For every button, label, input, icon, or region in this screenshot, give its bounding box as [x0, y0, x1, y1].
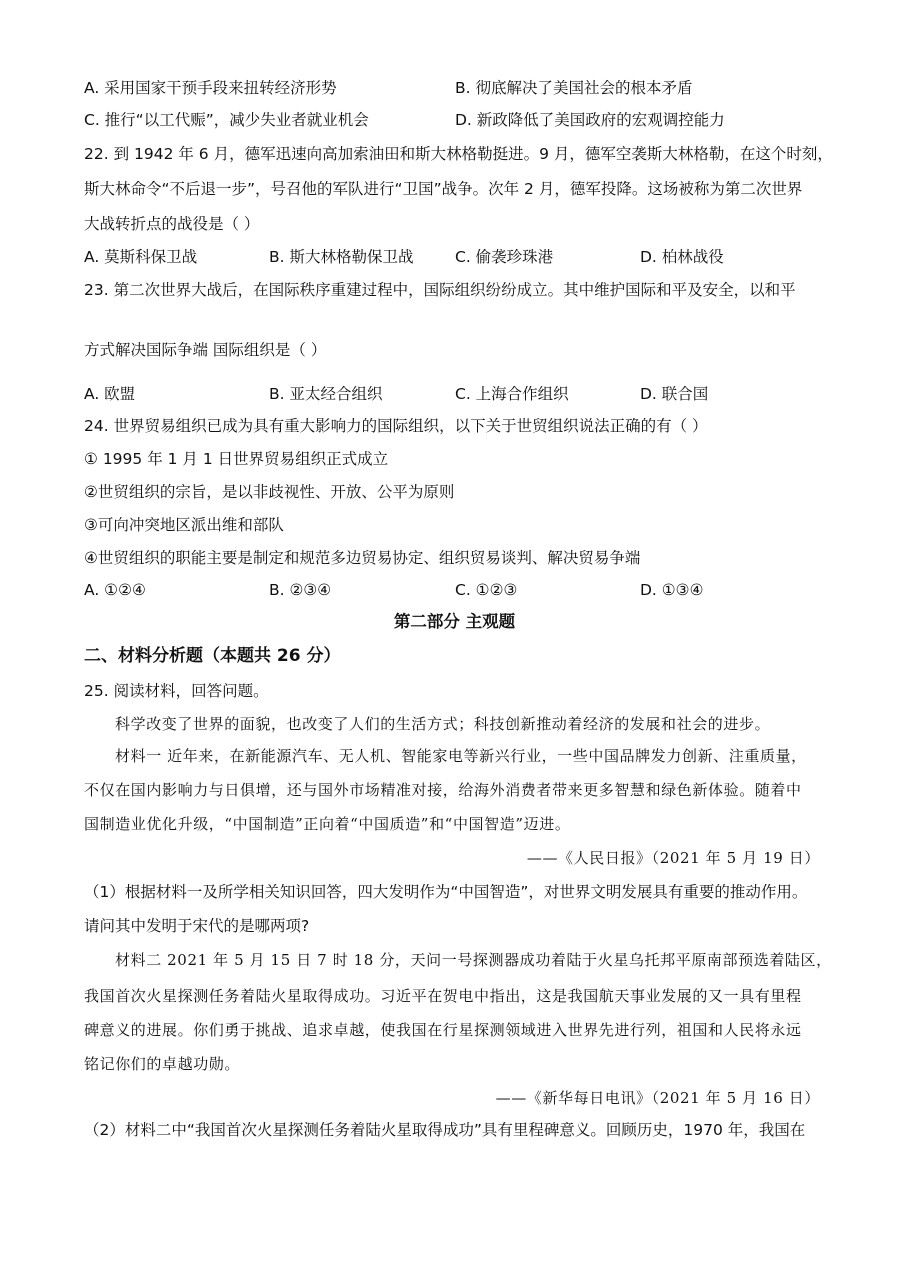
material-two-line1: 材料二 2021 年 5 月 15 日 7 时 18 分，天问一号探测器成功着陆于火星乌托邦平原南部预选着陆区， — [115, 951, 832, 969]
subquestion-1-line1: （1）根据材料一及所学相关知识回答，四大发明作为“中国智造”，对世界文明发展具有重要的推动作用。 — [84, 883, 808, 901]
q24-item-3: ③可向冲突地区派出维和部队 — [84, 516, 284, 534]
q22-stem-line1: 22. 到 1942 年 6 月，德军迅速向高加索油田和斯大林格勒挺进。9 月，德军空袭斯大林格勒，在这个时刻， — [84, 145, 833, 163]
q21-option-c: C. 推行“以工代赈”，减少失业者就业机会 — [84, 111, 369, 129]
q24-item-2: ②世贸组织的宗旨，是以非歧视性、开放、公平为原则 — [84, 483, 455, 501]
material-one-line2: 不仅在国内影响力与日俱增，还与国外市场精准对接，给海外消费者带来更多智慧和绿色新体验。随着中 — [84, 781, 802, 799]
q23-option-c: C. 上海合作组织 — [455, 385, 569, 403]
q24-stem: 24. 世界贸易组织已成为具有重大影响力的国际组织，以下关于世贸组织说法正确的有（ ） — [84, 417, 708, 435]
q24-option-a: A. ①②④ — [84, 581, 146, 599]
q23-option-a: A. 欧盟 — [84, 385, 136, 403]
material-two-line3: 碑意义的进展。你们勇于挑战、追求卓越，使我国在行星探测领域进入世界先进行列，祖国和人民将永远 — [84, 1021, 802, 1039]
q24-option-d: D. ①③④ — [640, 581, 704, 599]
q22-option-a: A. 莫斯科保卫战 — [84, 248, 198, 266]
q23-stem-line1: 23. 第二次世界大战后，在国际秩序重建过程中，国际组织纷纷成立。其中维护国际和平及安全，以和平 — [84, 281, 796, 299]
subquestion-2-line1: （2）材料二中“我国首次火星探测任务着陆火星取得成功”具有里程碑意义。回顾历史，1970 年，我国在 — [84, 1121, 806, 1139]
material-two-line2: 我国首次火星探测任务着陆火星取得成功。习近平在贺电中指出，这是我国航天事业发展的又一具有里程 — [84, 987, 802, 1005]
material-one-source: ——《人民日报》（2021 年 5 月 19 日） — [526, 849, 820, 867]
q24-item-1: ① 1995 年 1 月 1 日世界贸易组织正式成立 — [84, 450, 389, 468]
q22-option-b: B. 斯大林格勒保卫战 — [269, 248, 414, 266]
q22-option-c: C. 偷袭珍珠港 — [455, 248, 554, 266]
section-heading: 二、材料分析题（本题共 26 分） — [84, 646, 341, 666]
q22-stem-line3: 大战转折点的战役是（ ） — [84, 215, 260, 233]
q25-intro: 25. 阅读材料，回答问题。 — [84, 682, 269, 700]
q21-option-a: A. 采用国家干预手段来扭转经济形势 — [84, 79, 337, 97]
q22-option-d: D. 柏林战役 — [640, 248, 724, 266]
q21-option-b: B. 彻底解决了美国社会的根本矛盾 — [455, 79, 693, 97]
q25-lead-text: 科学改变了世界的面貌，也改变了人们的生活方式；科技创新推动着经济的发展和社会的进步。 — [115, 715, 771, 733]
q24-option-c: C. ①②③ — [455, 581, 518, 599]
material-two-line4: 铭记你们的卓越功勋。 — [84, 1055, 241, 1073]
material-two-source: ——《新华每日电讯》（2021 年 5 月 16 日） — [495, 1089, 820, 1107]
q24-option-b: B. ②③④ — [269, 581, 332, 599]
q24-item-4: ④世贸组织的职能主要是制定和规范多边贸易协定、组织贸易谈判、解决贸易争端 — [84, 549, 641, 567]
part-two-title: 第二部分 主观题 — [393, 612, 516, 631]
q23-option-b: B. 亚太经合组织 — [269, 385, 383, 403]
q23-stem-line2: 方式解决国际争端 国际组织是（ ） — [84, 341, 327, 359]
q22-stem-line2: 斯大林命令“不后退一步”，号召他的军队进行“卫国”战争。次年 2 月，德军投降。这场被称为第二次世界 — [84, 180, 803, 198]
material-one-line3: 国制造业优化升级，“中国制造”正向着“中国质造”和“中国智造”迈进。 — [84, 815, 571, 833]
subquestion-1-line2: 请问其中发明于宋代的是哪两项? — [84, 917, 310, 935]
q23-option-d: D. 联合国 — [640, 385, 709, 403]
material-one-line1: 材料一 近年来，在新能源汽车、无人机、智能家电等新兴行业，一些中国品牌发力创新、注重质量， — [115, 747, 807, 765]
q21-option-d: D. 新政降低了美国政府的宏观调控能力 — [455, 111, 725, 129]
